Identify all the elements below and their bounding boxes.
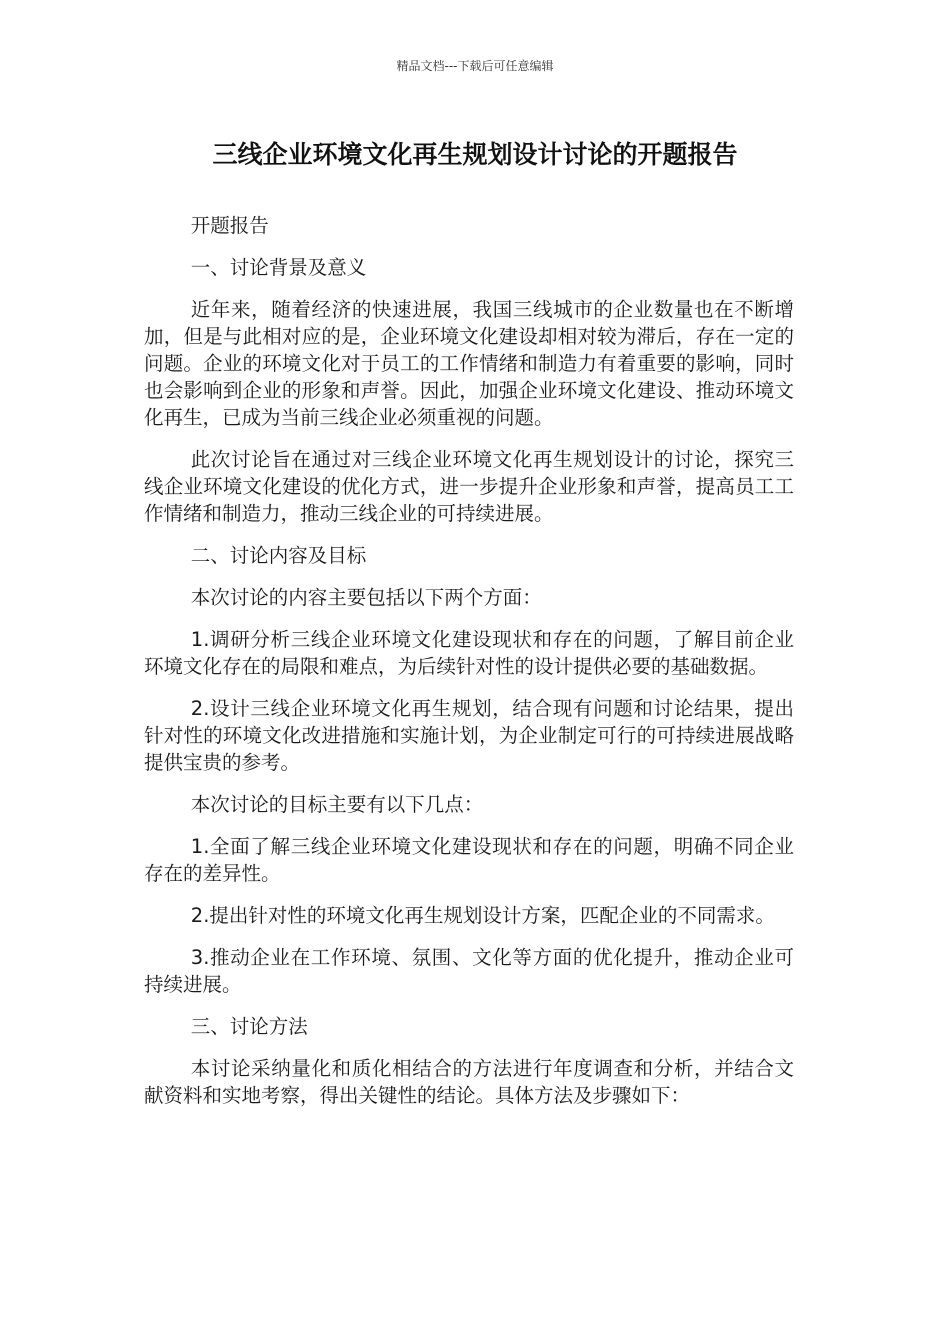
- list-item: 2.提出针对性的环境文化再生规划设计方案，匹配企业的不同需求。: [190, 904, 775, 927]
- section-heading-content: 二、讨论内容及目标: [190, 544, 367, 567]
- list-item: 1.全面了解三线企业环境文化建设现状和存在的问题，明确不同企业存在的差异性。: [144, 835, 794, 885]
- paragraph: 本次讨论的目标主要有以下几点：: [190, 793, 484, 816]
- list-item: 3.推动企业在工作环境、氛围、文化等方面的优化提升，推动企业可持续进展。: [144, 946, 794, 996]
- paragraph: 本次讨论的内容主要包括以下两个方面：: [190, 586, 542, 609]
- document-body: [144, 212, 794, 1124]
- header-note: 精品文档---下载后可任意编辑: [396, 59, 554, 73]
- section-heading-background: 一、讨论背景及意义: [190, 256, 367, 279]
- list-item: 1.调研分析三线企业环境文化建设现状和存在的问题，了解目前企业环境文化存在的局限和难点，为后续针对性的设计提供必要的基础数据。: [144, 628, 794, 678]
- section-heading-method: 三、讨论方法: [190, 1015, 308, 1038]
- paragraph: 本讨论采纳量化和质化相结合的方法进行年度调查和分析，并结合文献资料和实地考察，得出关键性的结论。具体方法及步骤如下：: [144, 1057, 794, 1107]
- document-title: 三线企业环境文化再生规划设计讨论的开题报告: [212, 140, 738, 169]
- paragraph: 此次讨论旨在通过对三线企业环境文化再生规划设计的讨论，探究三线企业环境文化建设的优化方式，进一步提升企业形象和声誉，提高员工工作情绪和制造力，推动三线企业的可持续进展。: [144, 448, 794, 525]
- paragraph-report-label: 开题报告: [190, 214, 269, 237]
- paragraph: 近年来，随着经济的快速进展，我国三线城市的企业数量也在不断增加，但是与此相对应的是，企业环境文化建设却相对较为滞后，存在一定的问题。企业的环境文化对于员工的工作情绪和制造力有着重要的影响，同时也会影响到企业的形象和声誉。因此，加强企业环境文化建设、推动环境文化再生，已成为当前三线企业必须重视的问题。: [144, 298, 794, 429]
- list-item: 2.设计三线企业环境文化再生规划，结合现有问题和讨论结果，提出针对性的环境文化改进措施和实施计划，为企业制定可行的可持续进展战略提供宝贵的参考。: [144, 697, 794, 774]
